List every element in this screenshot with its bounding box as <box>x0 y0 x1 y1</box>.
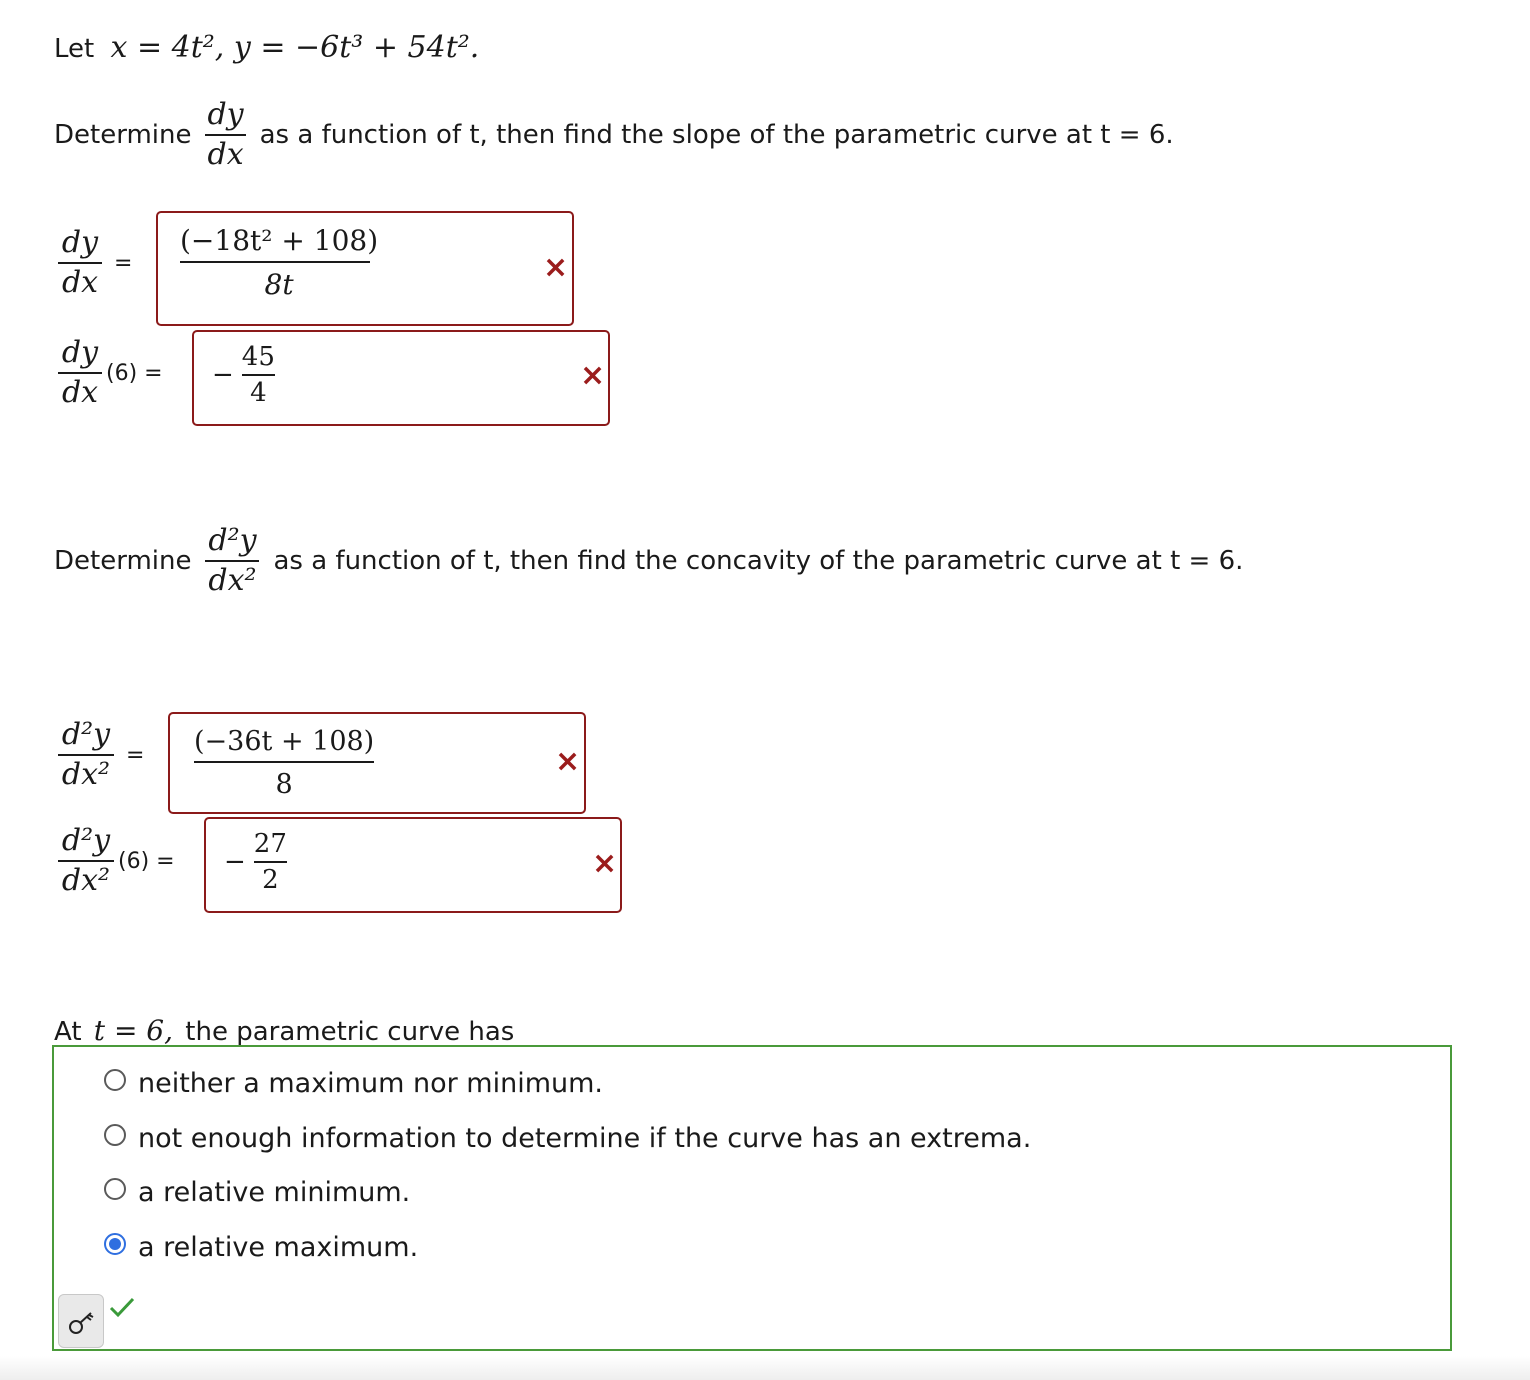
d2y-symbol: d²y <box>208 523 257 558</box>
check-icon <box>108 1296 136 1320</box>
slope-numerator: 45 <box>241 342 275 372</box>
d2y-symbol: d²y <box>61 717 111 752</box>
dx-symbol: dx <box>207 137 244 172</box>
part2-instruction: as a function of t, then find the concavity of the parametric curve at t = 6. <box>273 546 1244 576</box>
option-neither-label[interactable]: neither a maximum nor minimum. <box>138 1068 603 1099</box>
dx-symbol: dx <box>61 265 99 300</box>
option-not-enough-info-label[interactable]: not enough information to determine if the curve has an extrema. <box>138 1123 1032 1154</box>
dydx-denominator: 8t <box>264 268 294 301</box>
radio-neither[interactable] <box>104 1069 126 1091</box>
negative-sign: − <box>212 360 234 390</box>
dydx-at6-label <box>58 335 163 410</box>
wrong-x-icon: × <box>555 744 581 779</box>
dy-symbol: dy <box>61 225 99 260</box>
part1-instruction: as a function of t, then find the slope of the parametric curve at t = 6. <box>259 120 1174 150</box>
show-answer-button[interactable] <box>58 1294 104 1348</box>
d2ydx2-fraction <box>205 523 259 598</box>
wrong-x-icon: × <box>592 846 618 881</box>
equals-sign: = <box>114 250 133 276</box>
dydx-label <box>58 225 133 300</box>
let-label: Let <box>54 34 95 64</box>
problem-statement <box>54 30 479 65</box>
dydx-at6-answer-input[interactable] <box>192 330 610 426</box>
equals-sign: = <box>126 742 145 768</box>
page-bottom-shade <box>0 1356 1530 1380</box>
dydx-fraction <box>205 97 245 172</box>
d2y-symbol: d²y <box>61 823 111 858</box>
dx2-symbol: dx² <box>61 757 111 792</box>
concavity-denominator: 2 <box>262 865 279 895</box>
prompt-rest: the parametric curve has <box>185 1017 515 1047</box>
radio-not-enough-info[interactable] <box>104 1124 126 1146</box>
at-six-label: (6) = <box>106 360 163 386</box>
determine-label: Determine <box>54 546 192 576</box>
d2ydx2-answer-input[interactable] <box>168 712 586 814</box>
concavity-numerator: 27 <box>253 829 287 859</box>
d2ydx2-denominator: 8 <box>275 769 293 800</box>
d2ydx2-answer-fraction <box>194 728 374 798</box>
parametric-equations: x = 4t², y = −6t³ + 54t². <box>110 30 480 65</box>
determine-label: Determine <box>54 120 192 150</box>
at-six-label: (6) = <box>118 848 175 874</box>
option-relative-minimum-label[interactable]: a relative minimum. <box>138 1177 411 1208</box>
dy-symbol: dy <box>207 97 244 132</box>
dy-symbol: dy <box>61 335 99 370</box>
radio-relative-maximum[interactable] <box>104 1233 126 1255</box>
part2-heading <box>54 523 1244 598</box>
option-relative-maximum-label[interactable]: a relative maximum. <box>138 1232 419 1263</box>
dydx-at6-answer <box>212 344 275 406</box>
key-icon <box>67 1307 97 1337</box>
d2ydx2-label <box>58 717 145 792</box>
dydx-answer-fraction <box>180 224 379 301</box>
dx2-symbol: dx² <box>208 563 257 598</box>
t-equals-six: t = 6, <box>93 1014 174 1047</box>
negative-sign: − <box>224 847 246 877</box>
radio-relative-minimum[interactable] <box>104 1178 126 1200</box>
part1-heading <box>54 97 1174 172</box>
wrong-x-icon: × <box>580 358 606 393</box>
dx-symbol: dx <box>61 375 99 410</box>
slope-denominator: 4 <box>250 378 267 408</box>
d2ydx2-at6-label <box>58 823 175 898</box>
d2ydx2-at6-answer-input[interactable] <box>204 817 622 913</box>
at-label: At <box>54 1017 82 1047</box>
d2ydx2-at6-answer <box>224 831 287 893</box>
wrong-x-icon: × <box>543 250 569 285</box>
d2ydx2-numerator: (−36t + 108) <box>194 726 375 757</box>
dydx-answer-input[interactable] <box>156 211 574 326</box>
dx2-symbol: dx² <box>61 863 111 898</box>
extrema-prompt <box>54 1014 514 1047</box>
dydx-numerator: (−18t² + 108) <box>180 224 379 257</box>
